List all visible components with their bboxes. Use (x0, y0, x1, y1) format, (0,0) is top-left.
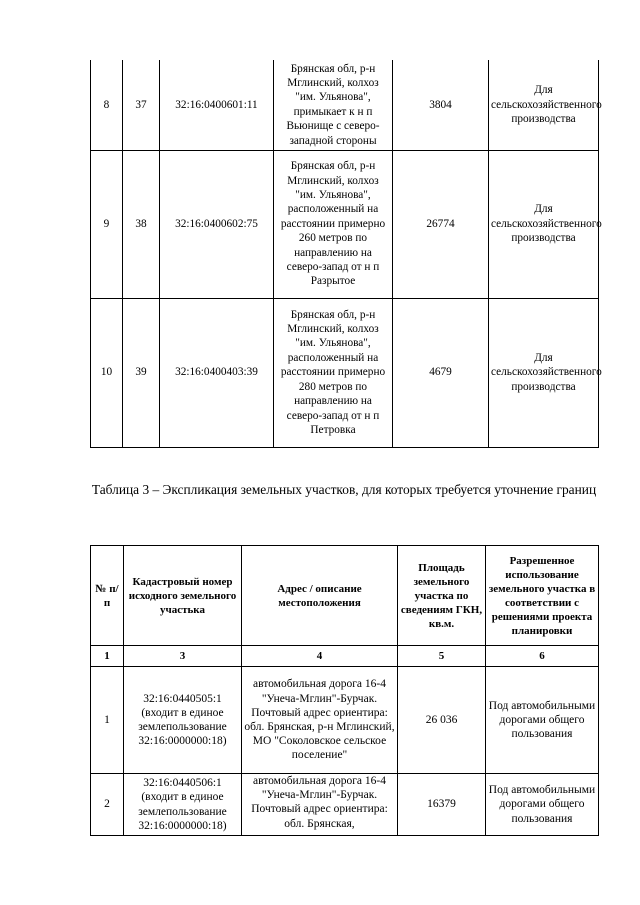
parcels-table-continued (90, 60, 602, 448)
address-cell: автомобильная дорога 16-4 "Унеча-Мглин"-Бурчак. Почтовый адрес ориентира: обл. Брянская, (242, 774, 398, 836)
cadastral-number: 32:16:0400601:11 (160, 60, 274, 150)
header-cadastral: Кадастровый номер исходного земельного участька (124, 546, 242, 646)
table-row (91, 667, 599, 774)
use-cell: Для сельскохозяйственного производства (489, 298, 599, 447)
area-cell: 3804 (393, 60, 489, 150)
row-index: 8 (91, 60, 123, 150)
row-index: 2 (91, 774, 124, 836)
row-index: 10 (91, 298, 123, 447)
row-index: 1 (91, 667, 124, 774)
use-cell: Под автомобильными дорогами общего пользования (486, 774, 599, 836)
col-number: 5 (398, 646, 486, 667)
area-cell: 4679 (393, 298, 489, 447)
use-cell: Под автомобильными дорогами общего пользования (486, 667, 599, 774)
cadastral-number: 32:16:0400602:75 (160, 150, 274, 298)
parcels-table-3 (90, 545, 599, 836)
area-cell: 16379 (398, 774, 486, 836)
address-cell: Брянская обл, р-н Мглинский, колхоз "им. Ульянова", расположенный на расстоянии примерно 280 метров по направлению на северо-запад от н п Петровка (274, 298, 393, 447)
address-cell: Брянская обл, р-н Мглинский, колхоз "им. Ульянова", примыкает к н п Вьюнище с северо-западной стороны (274, 60, 393, 150)
area-cell: 26 036 (398, 667, 486, 774)
cadastral-number: 32:16:0440506:1 (входит в единое землепользование 32:16:0000000:18) (124, 774, 242, 836)
header-index: № п/п (91, 546, 124, 646)
table-row (91, 774, 599, 836)
cadastral-number: 32:16:0440505:1 (входит в единое землепользование 32:16:0000000:18) (124, 667, 242, 774)
header-area: Площадь земельного участка по сведениям ГКН, кв.м. (398, 546, 486, 646)
header-row (91, 546, 599, 646)
col-number: 6 (486, 646, 599, 667)
address-cell: автомобильная дорога 16-4 "Унеча-Мглин"-Бурчак. Почтовый адрес ориентира: обл. Брянская, р-н Мглинский, МО "Соколовское сельское поселение" (242, 667, 398, 774)
row-number: 39 (123, 298, 160, 447)
table-row (91, 60, 599, 150)
row-index: 9 (91, 150, 123, 298)
col-number: 4 (242, 646, 398, 667)
table-row (91, 150, 599, 298)
header-address: Адрес / описание местоположения (242, 546, 398, 646)
table-row (91, 298, 599, 447)
col-number: 1 (91, 646, 124, 667)
row-number: 38 (123, 150, 160, 298)
cadastral-number: 32:16:0400403:39 (160, 298, 274, 447)
col-number: 3 (124, 646, 242, 667)
header-use: Разрешенное использование земельного участка в соответствии с решениями проекта планировки (486, 546, 599, 646)
use-cell: Для сельскохозяйственного производства (489, 60, 599, 150)
row-number: 37 (123, 60, 160, 150)
address-cell: Брянская обл, р-н Мглинский, колхоз "им. Ульянова", расположенный на расстоянии примерно 260 метров по направлению на северо-запад от н п Разрытое (274, 150, 393, 298)
table-caption: Таблица 3 – Экспликация земельных участков, для которых требуется уточнение границ (91, 482, 597, 497)
use-cell: Для сельскохозяйственного производства (489, 150, 599, 298)
area-cell: 26774 (393, 150, 489, 298)
column-number-row (91, 646, 599, 667)
